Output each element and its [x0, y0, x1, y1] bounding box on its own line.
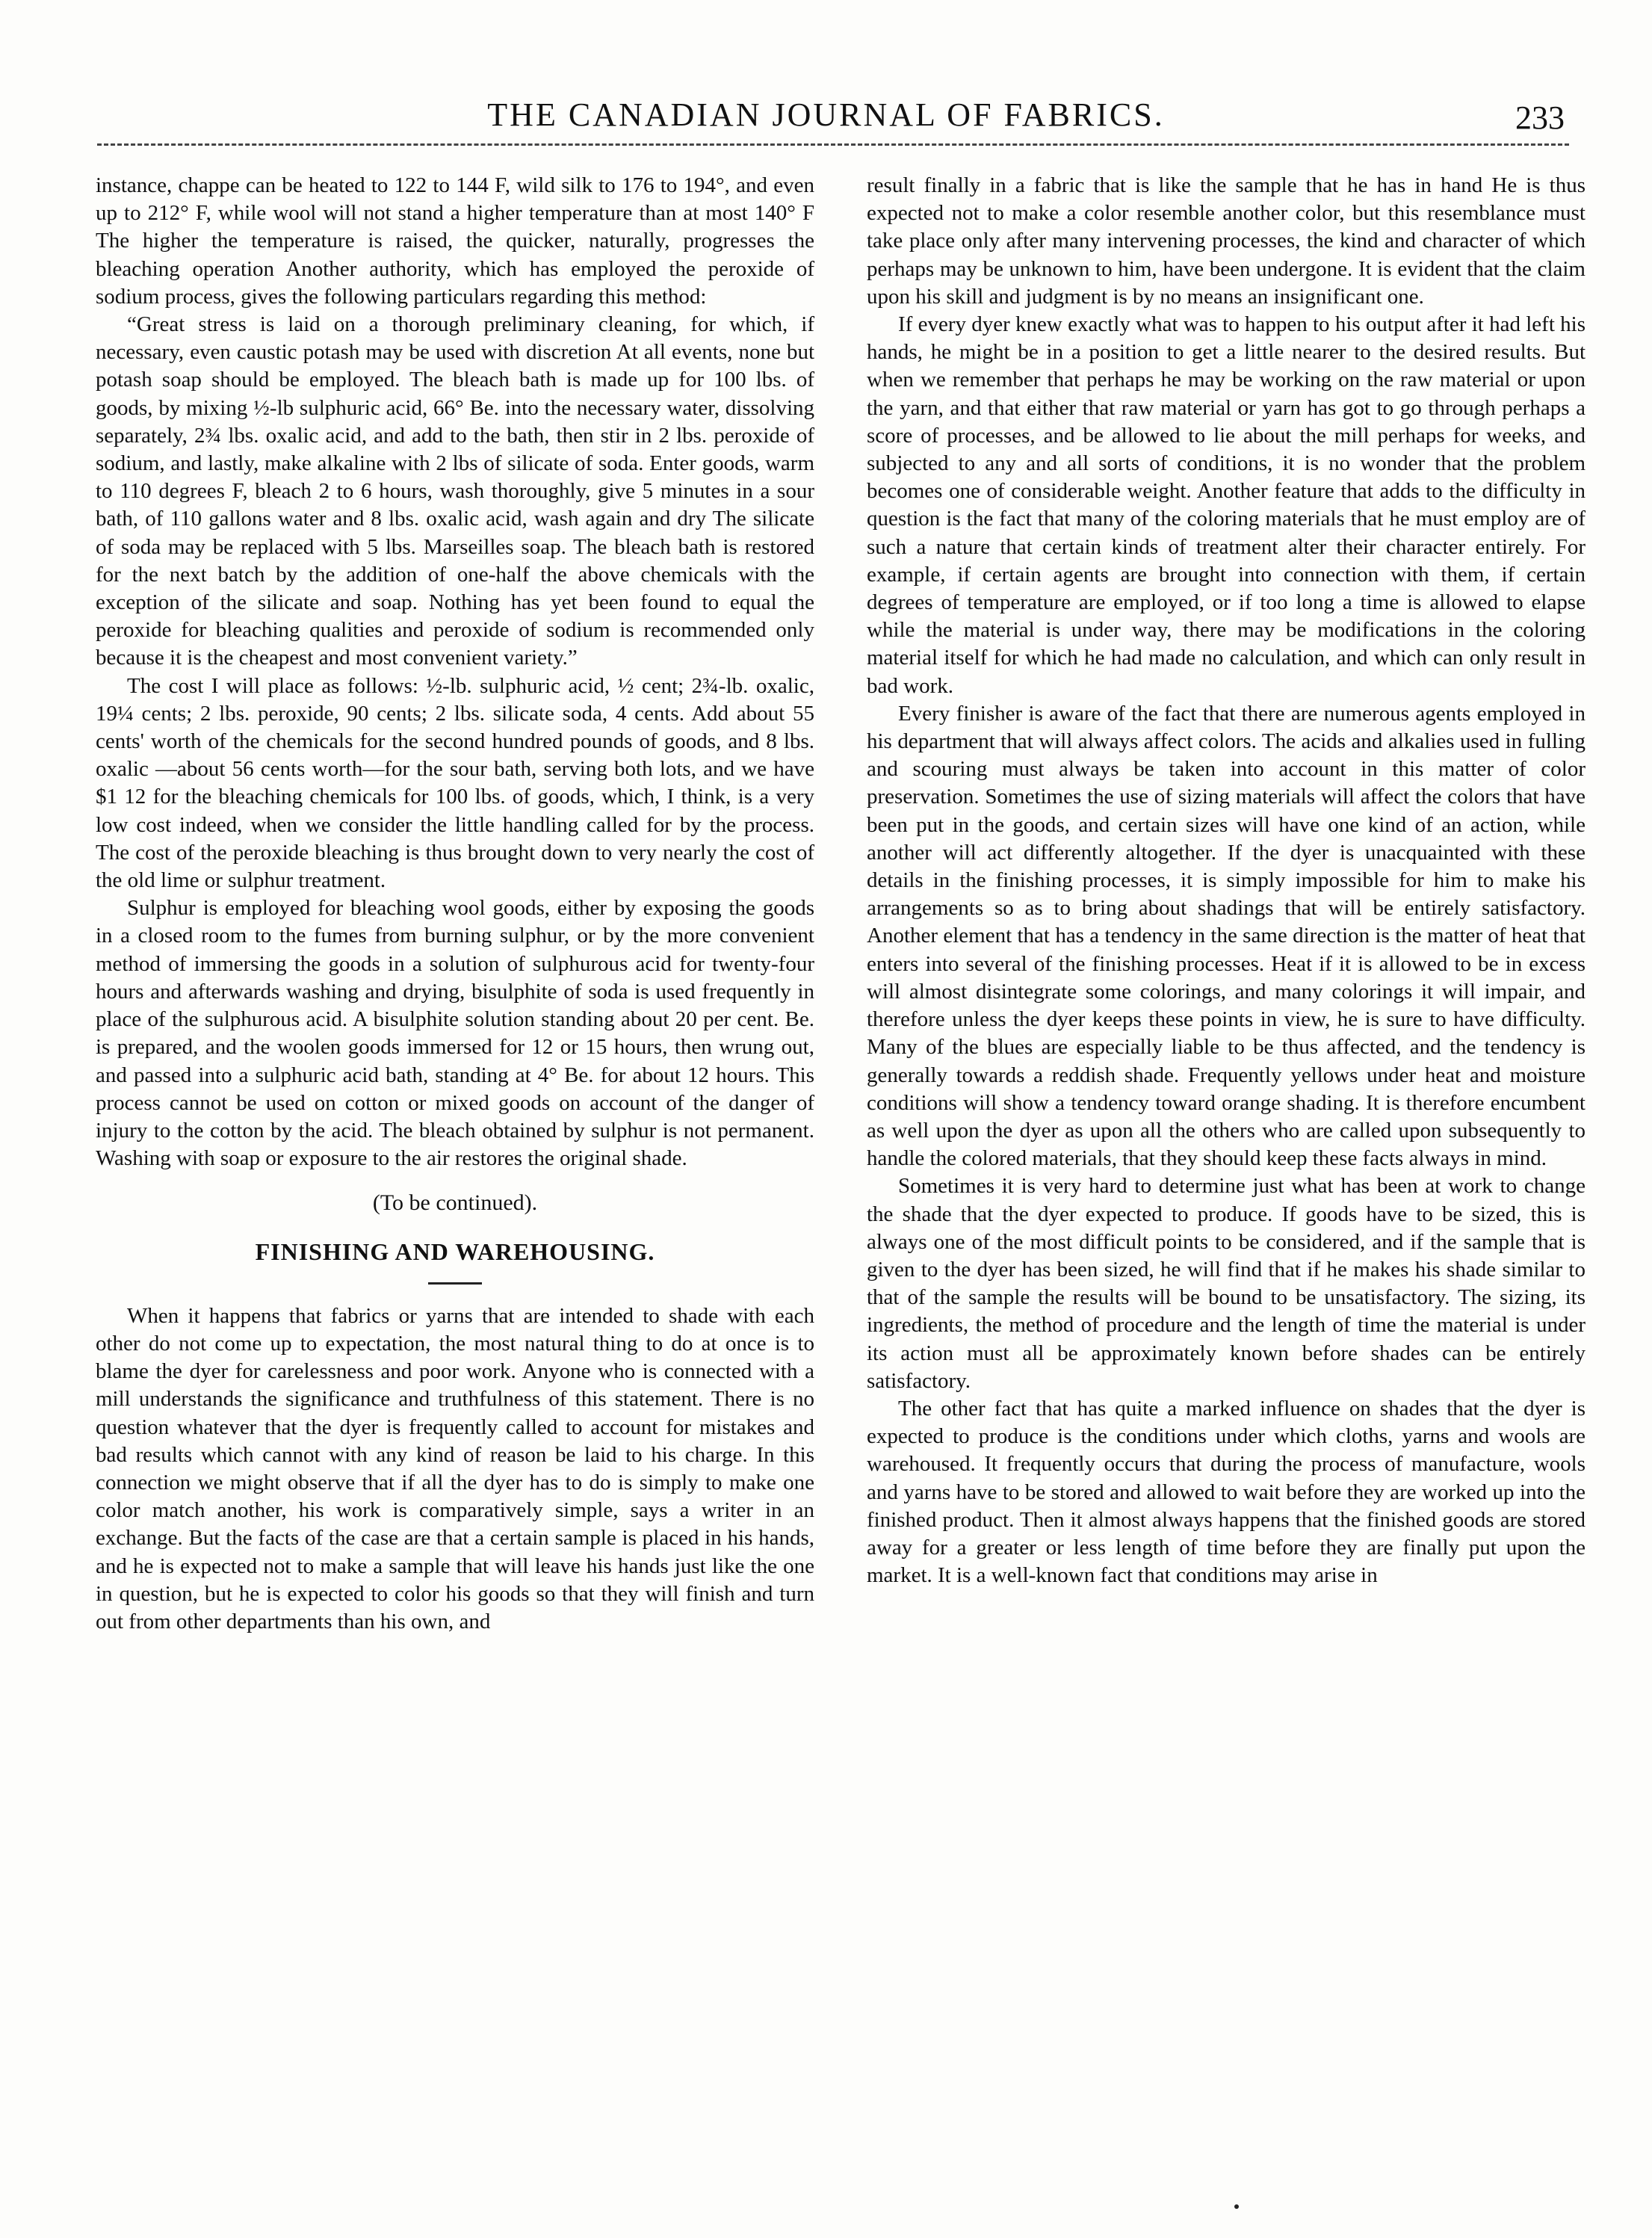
- page-number: 233: [1515, 99, 1565, 136]
- left-column: [96, 172, 814, 1636]
- paragraph: Every finisher is aware of the fact that there are numerous agents employed in his department that will always affect colors. The acids and alkalies used in fulling and scouring must always be taken into account in this matter of color preservation. Sometimes the use of sizing materials will affect the colors that have been put in the goods, and certain sizes will have one kind of an action, while another will act differently altogether. If the dyer is unacquainted with these details in the finishing processes, it is simply impossible for him to make his arrangements so as to bring about shadings that will be entirely satisfactory. Another element that has a tendency in the same direction is the matter of heat that enters into several of the finishing processes. Heat if it is allowed to be in excess will almost disintegrate some colorings, and many colorings it will impair, and therefore unless the dyer keeps these points in view, he is sure to have difficulty. Many of the blues are especially liable to be thus affected, and the tendency is generally towards a reddish shade. Frequently yellows under heat and moisture conditions will show a tendency toward orange shading. It is therefore encumbent as well upon the dyer as upon all the others who are called upon subsequently to handle the colored materials, that they should keep these facts always in mind.: [867, 701, 1586, 1171]
- paragraph: The other fact that has quite a marked influence on shades that the dyer is expected to produce is the conditions under which cloths, yarns and wools are warehoused. It frequently occurs that during the process of manufacture, wools and yarns have to be stored and allowed to wait before they are worked up into the finished product. Then it almost always happens that the finished goods are stored away for a greater or less length of time before they are finally put upon the market. It is a well-known fact that conditions may arise in: [867, 1396, 1586, 1588]
- running-head: [0, 94, 1652, 154]
- paragraph: result finally in a fabric that is like the sample that he has in hand He is thus expected not to make a color resemble another color, but this resemblance must take place only after many intervening processes, the kind and character of which perhaps may be unknown to him, have been undergone. It is evident that the claim upon his skill and judgment is by no means an insignificant one.: [867, 173, 1586, 309]
- header-rule: [97, 143, 1569, 146]
- heading-rule: [428, 1282, 482, 1285]
- paragraph: “Great stress is laid on a thorough preliminary cleaning, for which, if necessary, even caustic potash may be used with discretion At all events, none but potash soap should be employed. The bleach bath is made up for 100 lbs. of goods, by mixing ½-lb sulphuric acid, 66° Be. into the necessary water, dissolving separately, 2¾ lbs. oxalic acid, and add to the bath, then stir in 2 lbs. peroxide of sodium, and lastly, make alkaline with 2 lbs of silicate of soda. Enter goods, warm to 110 degrees F, bleach 2 to 6 hours, wash thoroughly, give 5 minutes in a sour bath, of 110 gallons water and 8 lbs. oxalic acid, wash again and dry The silicate of soda may be replaced with 5 lbs. Marseilles soap. The bleach bath is restored for the next batch by the addition of one-half the above chemicals with the exception of the silicate and soap. Nothing has yet been found to equal the peroxide for bleaching qualities and peroxide of sodium is recommended only because it is the cheapest and most convenient variety.”: [96, 312, 814, 670]
- paragraph: instance, chappe can be heated to 122 to 144 F, wild silk to 176 to 194°, and even up to 212° F, while wool will not stand a higher temperature than at most 140° F The higher the temperature is raised, the quicker, naturally, progresses the bleaching operation Another authority, which has employed the peroxide of sodium process, gives the following particulars regarding this method:: [96, 173, 814, 309]
- section-heading: FINISHING AND WAREHOUSING.: [255, 1237, 655, 1265]
- paragraph: Sulphur is employed for bleaching wool goods, either by exposing the goods in a closed room to the fumes from burning sulphur, or by the more convenient method of immersing the goods in a solution of sulphurous acid for twenty-four hours and afterwards washing and drying, bisulphite of soda is used frequently in place of the sulphurous acid. A bisulphite solution standing about 20 per cent. Be. is prepared, and the woolen goods immersed for 12 or 15 hours, then wrung out, and passed into a sulphuric acid bath, standing at 4° Be. for about 12 hours. This process cannot be used on cotton or mixed goods on account of the danger of injury to the cotton by the acid. The bleach obtained by sulphur is not permanent. Washing with soap or exposure to the air restores the original shade.: [96, 896, 814, 1171]
- to-be-continued-note: (To be continued).: [372, 1190, 538, 1216]
- paragraph: The cost I will place as follows: ½-lb. sulphuric acid, ½ cent; 2¾-lb. oxalic, 19¼ cents; 2 lbs. peroxide, 90 cents; 2 lbs. silicate soda, 4 cents. Add about 55 cents' worth of the chemicals for the second hundred pounds of goods, and 8 lbs. oxalic —about 56 cents worth—for the sour bath, serving both lots, and we have $1 12 for the bleaching chemicals for 100 lbs. of goods, which, I think, is a very low cost indeed, when we consider the little handling called for by the process. The cost of the peroxide bleaching is thus brought down to very nearly the cost of the old lime or sulphur treatment.: [96, 673, 814, 893]
- paragraph: Sometimes it is very hard to determine just what has been at work to change the shade that the dyer expected to produce. If goods have to be sized, this is always one of the most difficult points to be considered, and if the sample that is given to the dyer has been sized, he will find that if he makes his shade similar to that of the sample the results will be bound to be unsatisfactory. The sizing, its ingredients, the method of procedure and the length of time the material is under its action must all be approximately known before shades can be entirely satisfactory.: [867, 1174, 1586, 1393]
- print-speck: [1234, 2204, 1239, 2209]
- journal-title: THE CANADIAN JOURNAL OF FABRICS.: [487, 96, 1165, 133]
- paragraph: When it happens that fabrics or yarns that are intended to shade with each other do not come up to expectation, the most natural thing to do at once is to blame the dyer for carelessness and poor work. Anyone who is connected with a mill understands the significance and truthfulness of this statement. There is no question whatever that the dyer is frequently called to account for mistakes and bad results which cannot with any kind of reason be laid to his charge. In this connection we might observe that if all the dyer has to do is simply to make one color match another, his work is comparatively simple, says a writer in an exchange. But the facts of the case are that a certain sample is placed in his hands, and he is expected not to make a sample that will leave his hands just like the one in question, but he is expected to color his goods so that they will finish and turn out from other departments than his own, and: [96, 1303, 814, 1633]
- right-column: [867, 172, 1586, 1589]
- paragraph: If every dyer knew exactly what was to happen to his output after it had left his hands, he might be in a position to get a little nearer to the desired results. But when we remember that perhaps he may be working on the raw material or upon the yarn, and that either that raw material or yarn has got to go through perhaps a score of processes, and be allowed to lie about the mill perhaps for weeks, and subjected to any and all sorts of conditions, it is no wonder that the problem becomes one of considerable weight. Another feature that adds to the difficulty in question is the fact that many of the coloring materials that he must employ are of such a nature that certain kinds of treatment alter their character entirely. For example, if certain agents are brought into connection with them, if certain degrees of temperature are employed, or if too long a time is allowed to elapse while the material is under way, there may be modifications in the coloring material itself for which he had made no calculation, and which can only result in bad work.: [867, 312, 1586, 698]
